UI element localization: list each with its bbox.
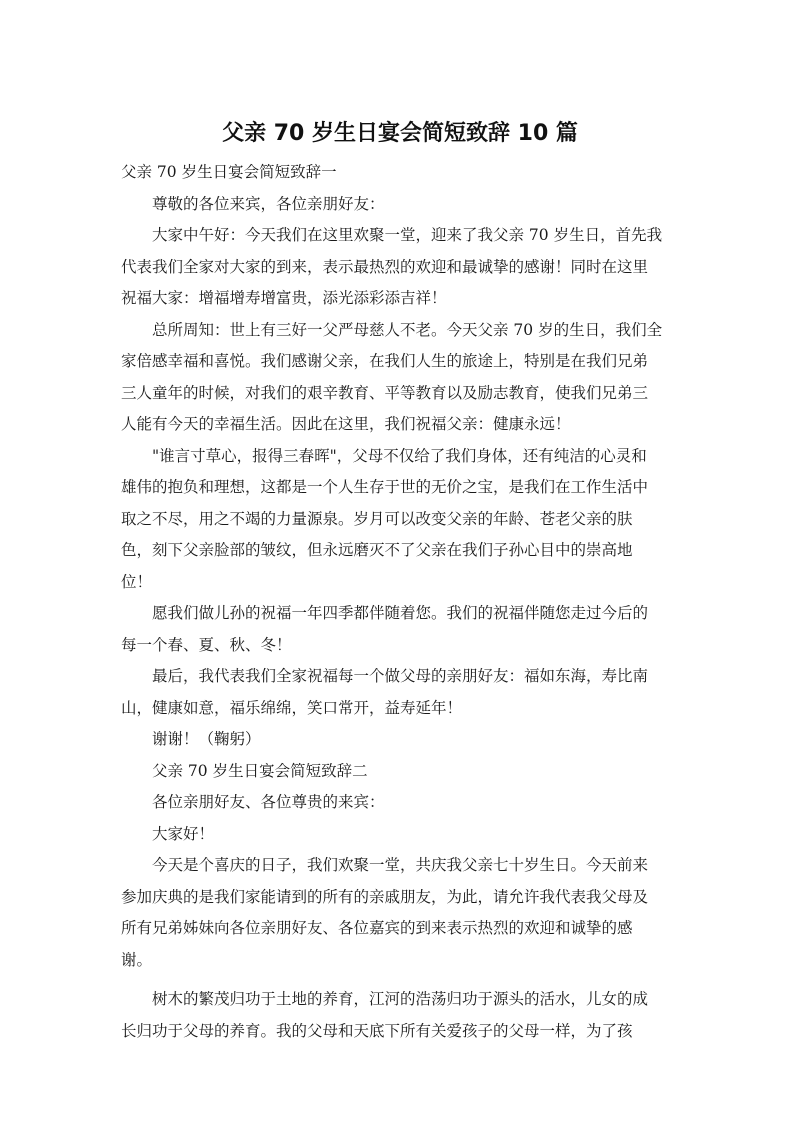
paragraph-line: 总所周知：世上有三好一父严母慈人不老。今天父亲 70 岁的生日，我们全 (152, 320, 663, 339)
paragraph-line: 祝福大家：增福增寿增富贵，添光添彩添吉祥！ (121, 289, 447, 307)
paragraph-gap (121, 976, 681, 984)
paragraph-line: 三人童年的时候，对我们的艰辛教育、平等教育以及励志教育，使我们兄弟三 (121, 383, 649, 402)
paragraph-line: 谢。 (121, 950, 153, 969)
paragraph-line: 谢谢！（鞠躬） (152, 730, 261, 748)
paragraph-line: 愿我们做儿孙的祝福一年四季都伴随着您。我们的祝福伴随您走过今后的 (152, 604, 649, 622)
paragraph-line: "谁言寸草心，报得三春晖"，父母不仅给了我们身体，还有纯洁的心灵和 (152, 446, 647, 465)
section-heading: 父亲 70 岁生日宴会简短致辞二 (152, 761, 368, 780)
paragraph-line: 最后，我代表我们全家祝福每一个做父母的亲朋好友：福如东海，寿比南 (152, 667, 649, 685)
paragraph-line: 所有兄弟姊妹向各位亲朋好友、各位嘉宾的到来表示热烈的欢迎和诚挚的感 (121, 919, 633, 937)
paragraph-line: 长归功于父母的养育。我的父母和天底下所有关爱孩子的父母一样，为了孩 (121, 1021, 633, 1040)
paragraph-line: 树木的繁茂归功于土地的养育，江河的浩荡归功于源头的活水，儿女的成 (152, 990, 649, 1008)
paragraph-line: 大家中午好：今天我们在这里欢聚一堂，迎来了我父亲 70 岁生日，首先我 (152, 226, 663, 244)
paragraph-line: 取之不尽，用之不竭的力量源泉。岁月可以改变父亲的年龄、苍老父亲的肤 (121, 509, 633, 528)
document-body (121, 157, 681, 1047)
paragraph-line: 代表我们全家对大家的到来，表示最热烈的欢迎和最诚挚的感谢！同时在这里 (121, 257, 649, 276)
paragraph-line: 尊敬的各位来宾，各位亲朋好友： (152, 194, 385, 213)
paragraph-line: 位！ (121, 572, 153, 591)
paragraph-line: 每一个春、夏、秋、冬！ (121, 635, 292, 654)
paragraph-line: 家倍感幸福和喜悦。我们感谢父亲，在我们人生的旅途上，特别是在我们兄弟 (121, 352, 649, 370)
paragraph-line: 参加庆典的是我们家能请到的所有的亲戚朋友，为此，请允许我代表我父母及 (121, 887, 649, 906)
paragraph-line: 各位亲朋好友、各位尊贵的来宾： (152, 793, 385, 811)
paragraph-line: 雄伟的抱负和理想，这都是一个人生存于世的无价之宝，是我们在工作生活中 (121, 478, 649, 496)
document-title: 父亲 70 岁生日宴会简短致辞 10 篇 (222, 121, 578, 146)
paragraph-line: 大家好！ (152, 824, 215, 843)
paragraph-line: 山，健康如意，福乐绵绵，笑口常开，益寿延年！ (121, 698, 463, 717)
paragraph-line: 色，刻下父亲脸部的皱纹，但永远磨灭不了父亲在我们子孙心目中的崇高地 (121, 541, 633, 559)
section-heading: 父亲 70 岁生日宴会简短致辞一 (121, 163, 337, 181)
paragraph-line: 今天是个喜庆的日子，我们欢聚一堂，共庆我父亲七十岁生日。今天前来 (152, 856, 649, 874)
paragraph-line: 人能有今天的幸福生活。因此在这里，我们祝福父亲：健康永远！ (121, 415, 571, 433)
